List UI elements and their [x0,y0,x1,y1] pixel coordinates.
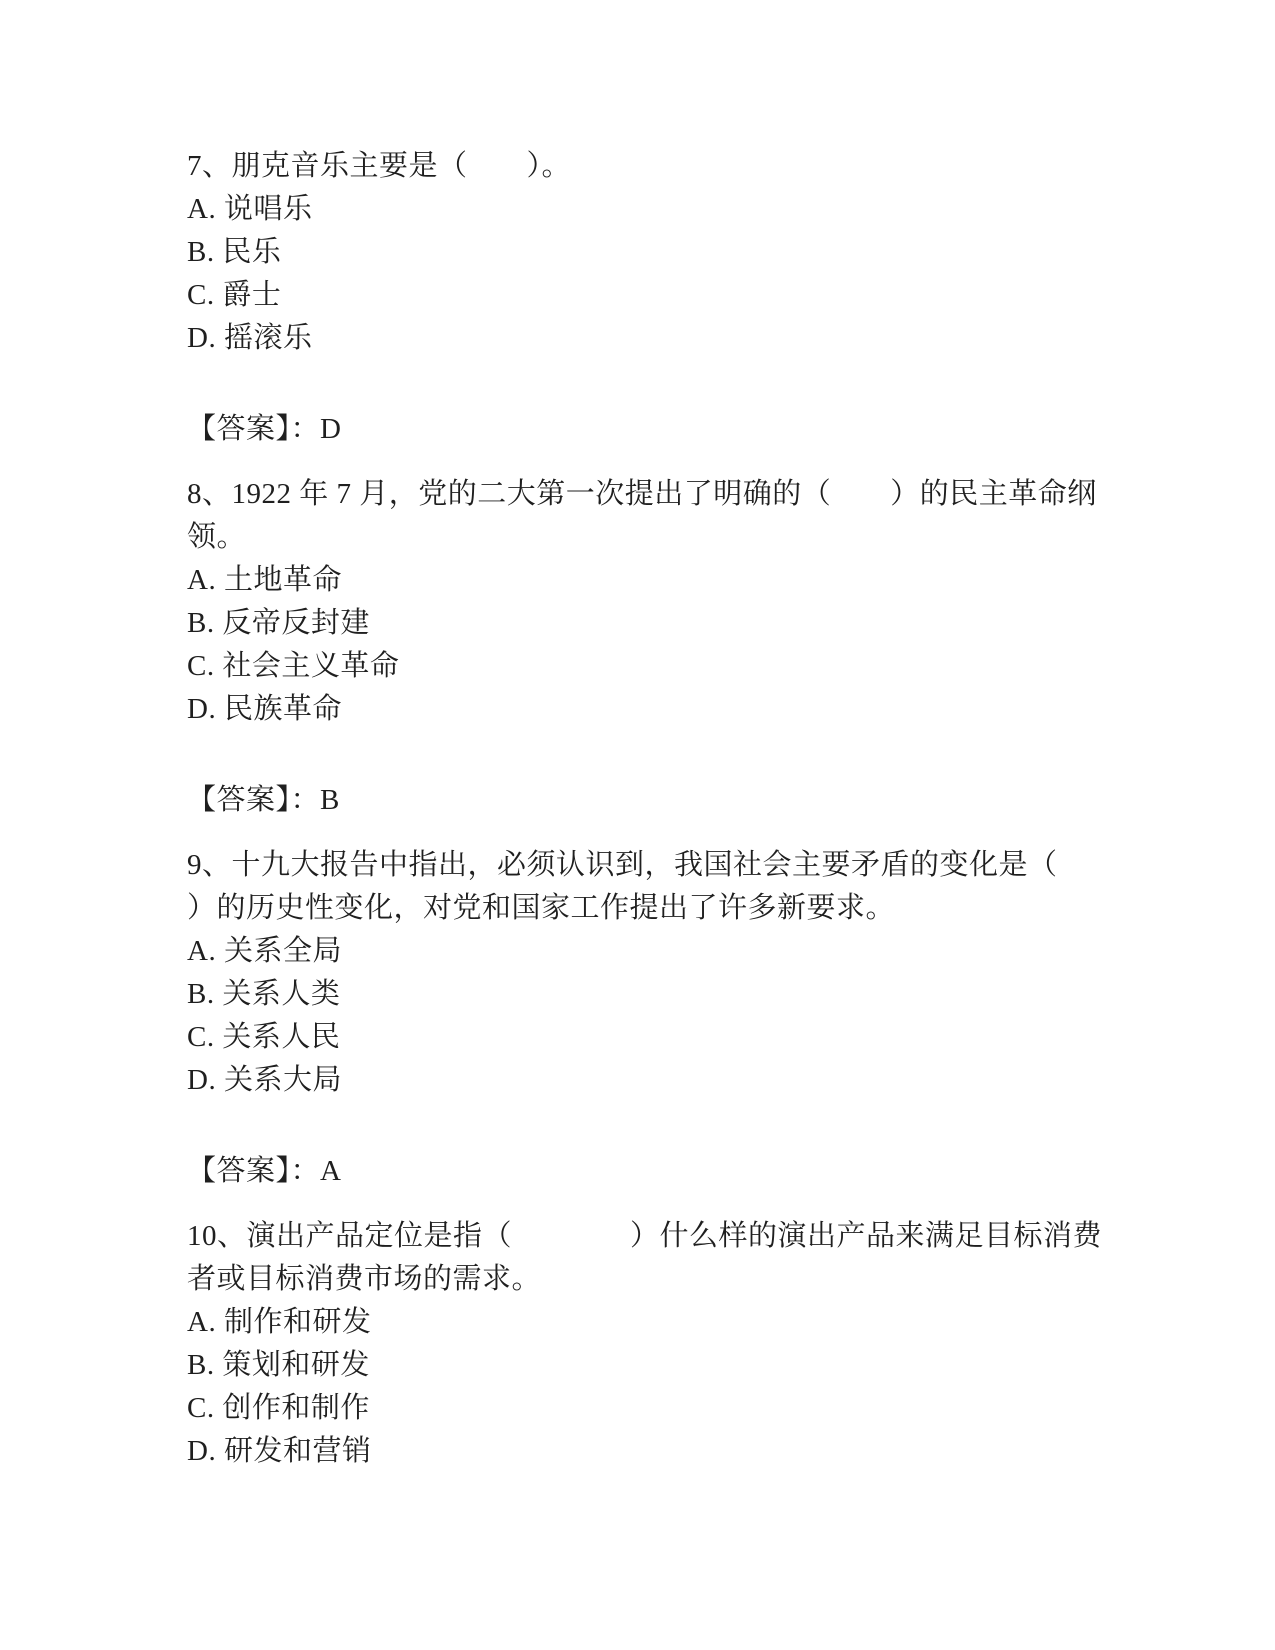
question-9-option-d: D. 关系大局 [187,1064,342,1096]
answer-label: 【答案】： [187,413,321,445]
question-10-option-d: D. 研发和营销 [187,1435,372,1467]
question-9-block [187,844,1127,1193]
question-8-stem-line-2: 领。 [187,521,247,553]
question-7-answer-line [187,408,1127,451]
answer-label: 【答案】： [187,1155,321,1187]
answer-value: A [320,1155,342,1187]
question-10-stem-line-2: 者或目标消费市场的需求。 [187,1263,542,1295]
question-7-option-d: D. 摇滚乐 [187,322,313,354]
question-9-option-a: A. 关系全局 [187,935,342,967]
question-8-stem-line-1: 8、1922 年 7 月，党的二大第一次提出了明确的（ ）的民主革命纲 [187,478,1097,510]
question-10-block [187,1215,1127,1473]
question-7-block [187,145,1127,451]
question-10-option-b: B. 策划和研发 [187,1349,370,1381]
answer-label: 【答案】： [187,784,321,816]
question-8-block [187,473,1127,822]
question-10-option-c: C. 创作和制作 [187,1392,370,1424]
question-9-answer-line [187,1150,1127,1193]
question-9-option-c: C. 关系人民 [187,1021,341,1053]
question-7-stem: 7、朋克音乐主要是（ ）。 [187,150,572,182]
question-8-answer-line [187,779,1127,822]
question-7-option-b: B. 民乐 [187,236,282,268]
answer-value: D [320,413,342,445]
answer-value: B [320,784,340,816]
question-8-option-a: A. 土地革命 [187,564,342,596]
question-9-stem-line-1: 9、十九大报告中指出，必须认识到，我国社会主要矛盾的变化是（ [187,849,1058,881]
question-8-option-d: D. 民族革命 [187,693,342,725]
question-10-stem-line-1: 10、演出产品定位是指（ ）什么样的演出产品来满足目标消费 [187,1220,1103,1252]
question-9-option-b: B. 关系人类 [187,978,341,1010]
question-8-option-b: B. 反帝反封建 [187,607,370,639]
question-10-option-a: A. 制作和研发 [187,1306,372,1338]
question-7-option-c: C. 爵士 [187,279,282,311]
question-8-option-c: C. 社会主义革命 [187,650,400,682]
question-9-stem-line-2: ）的历史性变化，对党和国家工作提出了许多新要求。 [187,892,896,924]
exam-document-page [187,145,1127,1473]
question-7-option-a: A. 说唱乐 [187,193,313,225]
